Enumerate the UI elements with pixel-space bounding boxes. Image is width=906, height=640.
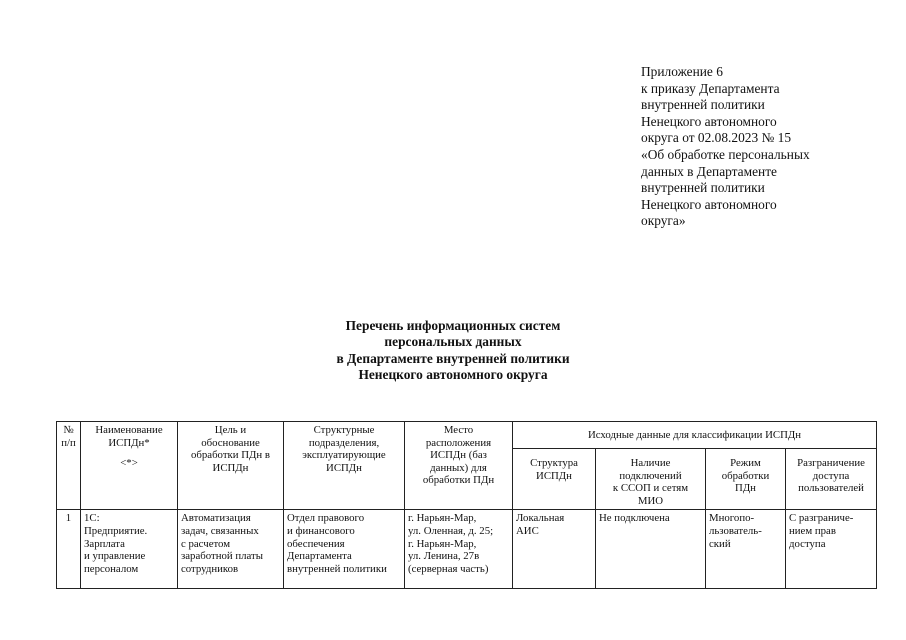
header-name-line: ИСПДн*: [108, 436, 150, 449]
cell-units-line: обеспечения: [287, 537, 345, 550]
header-units-line: ИСПДн: [326, 461, 362, 474]
header-mode-line: обработки: [721, 469, 770, 482]
header-mode-line: Режим: [730, 457, 761, 469]
cell-location-line: ул. Оленная, д. 25;: [408, 524, 494, 537]
header-num-line: №: [63, 424, 74, 436]
cell-structure-line: Локальная: [516, 512, 565, 525]
header-name: [81, 422, 178, 510]
header-name-line: Наименование: [95, 424, 163, 436]
title-line: Перечень информационных систем: [345, 318, 561, 333]
cell-purpose-line: задач, связанных: [181, 524, 259, 537]
cell-units-line: Отдел правового: [287, 512, 365, 525]
appendix-line: Ненецкого автономного: [641, 196, 777, 212]
header-connections-line: к ССОП и сетям: [612, 482, 689, 495]
header-units: [284, 422, 405, 510]
ispdn-table: [56, 421, 877, 589]
cell-name-line: и управление: [84, 550, 146, 563]
cell-location-line: (серверная часть): [408, 562, 489, 575]
cell-mode-line: льзователь-: [709, 524, 762, 537]
appendix-line: внутренней политики: [641, 180, 765, 196]
cell-units-line: и финансового: [287, 524, 355, 537]
cell-name-line: 1С:: [84, 512, 100, 525]
cell-location-line: г. Нарьян-Мар,: [408, 512, 477, 525]
title-line: Ненецкого автономного округа: [358, 367, 548, 383]
appendix-line: округа»: [641, 213, 686, 229]
header-num-line: п/п: [61, 436, 76, 449]
appendix-line: к приказу Департамента: [641, 80, 780, 96]
appendix-line: округа от 02.08.2023 № 15: [641, 130, 792, 146]
document-title: [0, 318, 906, 384]
header-connections: [596, 449, 706, 510]
cell-access-line: С разграниче-: [789, 512, 854, 525]
header-structure-line: Структура: [530, 457, 578, 469]
header-units-line: эксплуатирующие: [302, 449, 386, 462]
cell-name-line: Зарплата: [84, 537, 125, 550]
table-row: [57, 510, 877, 589]
header-structure: [513, 449, 596, 510]
header-connections-line: Наличие: [630, 457, 671, 469]
header-access-line: пользователей: [798, 482, 864, 495]
header-location-line: обработки ПДн: [422, 474, 495, 487]
cell-purpose: [178, 510, 284, 589]
cell-access-line: нием прав: [789, 524, 836, 537]
header-structure-line: ИСПДн: [536, 469, 572, 482]
cell-connections-line: Не подключена: [599, 512, 670, 525]
cell-location-line: г. Нарьян-Мар,: [408, 537, 477, 550]
appendix-line: «Об обработке персональных: [641, 146, 810, 162]
header-classification-group: Исходные данные для классификации ИСПДн: [513, 422, 877, 449]
header-location-line: Место: [443, 424, 474, 436]
cell-purpose-line: с расчетом: [181, 537, 231, 550]
header-access-line: доступа: [812, 469, 850, 482]
header-purpose: [178, 422, 284, 510]
header-mode-line: ПДн: [735, 482, 756, 495]
cell-access-line: доступа: [789, 537, 826, 550]
cell-access: [786, 510, 877, 589]
header-purpose-line: обоснование: [201, 436, 260, 449]
header-mode: [706, 449, 786, 510]
header-purpose-line: обработки ПДн в: [190, 449, 270, 462]
header-purpose-line: ИСПДн: [212, 461, 249, 474]
header-num: [57, 422, 81, 510]
cell-purpose-line: заработной платы: [181, 550, 264, 563]
appendix-line: Ненецкого автономного: [641, 113, 777, 129]
cell-mode: [706, 510, 786, 589]
appendix-line: внутренней политики: [641, 97, 765, 113]
cell-mode-line: ский: [709, 537, 731, 550]
cell-name-line: персоналом: [84, 562, 139, 575]
header-connections-line: подключений: [619, 469, 682, 482]
header-location-line: расположения: [425, 436, 492, 449]
cell-name: [81, 510, 178, 589]
cell-units-line: внутренней политики: [287, 562, 387, 575]
header-purpose-line: Цель и: [214, 424, 247, 436]
header-location: [405, 422, 513, 510]
appendix-block: [641, 64, 881, 230]
header-units-line: Структурные: [313, 424, 375, 436]
header-connections-line: МИО: [637, 494, 664, 507]
header-access-line: Разграничение: [797, 457, 865, 469]
cell-structure: [513, 510, 596, 589]
cell-purpose-line: Автоматизация: [181, 512, 251, 525]
cell-structure-line: АИС: [516, 524, 539, 537]
title-line: в Департаменте внутренней политики: [336, 350, 570, 366]
title-line: персональных данных: [384, 334, 522, 350]
appendix-line: данных в Департаменте: [641, 163, 778, 179]
cell-num: 1: [57, 510, 81, 589]
cell-location: [405, 510, 513, 589]
header-location-line: данных) для: [430, 461, 487, 474]
appendix-line: Приложение 6: [641, 64, 723, 79]
header-location-line: ИСПДн (баз: [430, 449, 487, 462]
cell-connections: [596, 510, 706, 589]
cell-purpose-line: сотрудников: [181, 562, 239, 575]
cell-units-line: Департамента: [287, 550, 352, 563]
cell-units: [284, 510, 405, 589]
cell-mode-line: Многопо-: [709, 512, 755, 525]
header-name-line: <*>: [120, 457, 138, 470]
header-units-line: подразделения,: [308, 436, 380, 449]
cell-name-line: Предприятие.: [84, 524, 148, 537]
header-access: [786, 449, 877, 510]
cell-location-line: ул. Ленина, 27в: [408, 550, 480, 563]
